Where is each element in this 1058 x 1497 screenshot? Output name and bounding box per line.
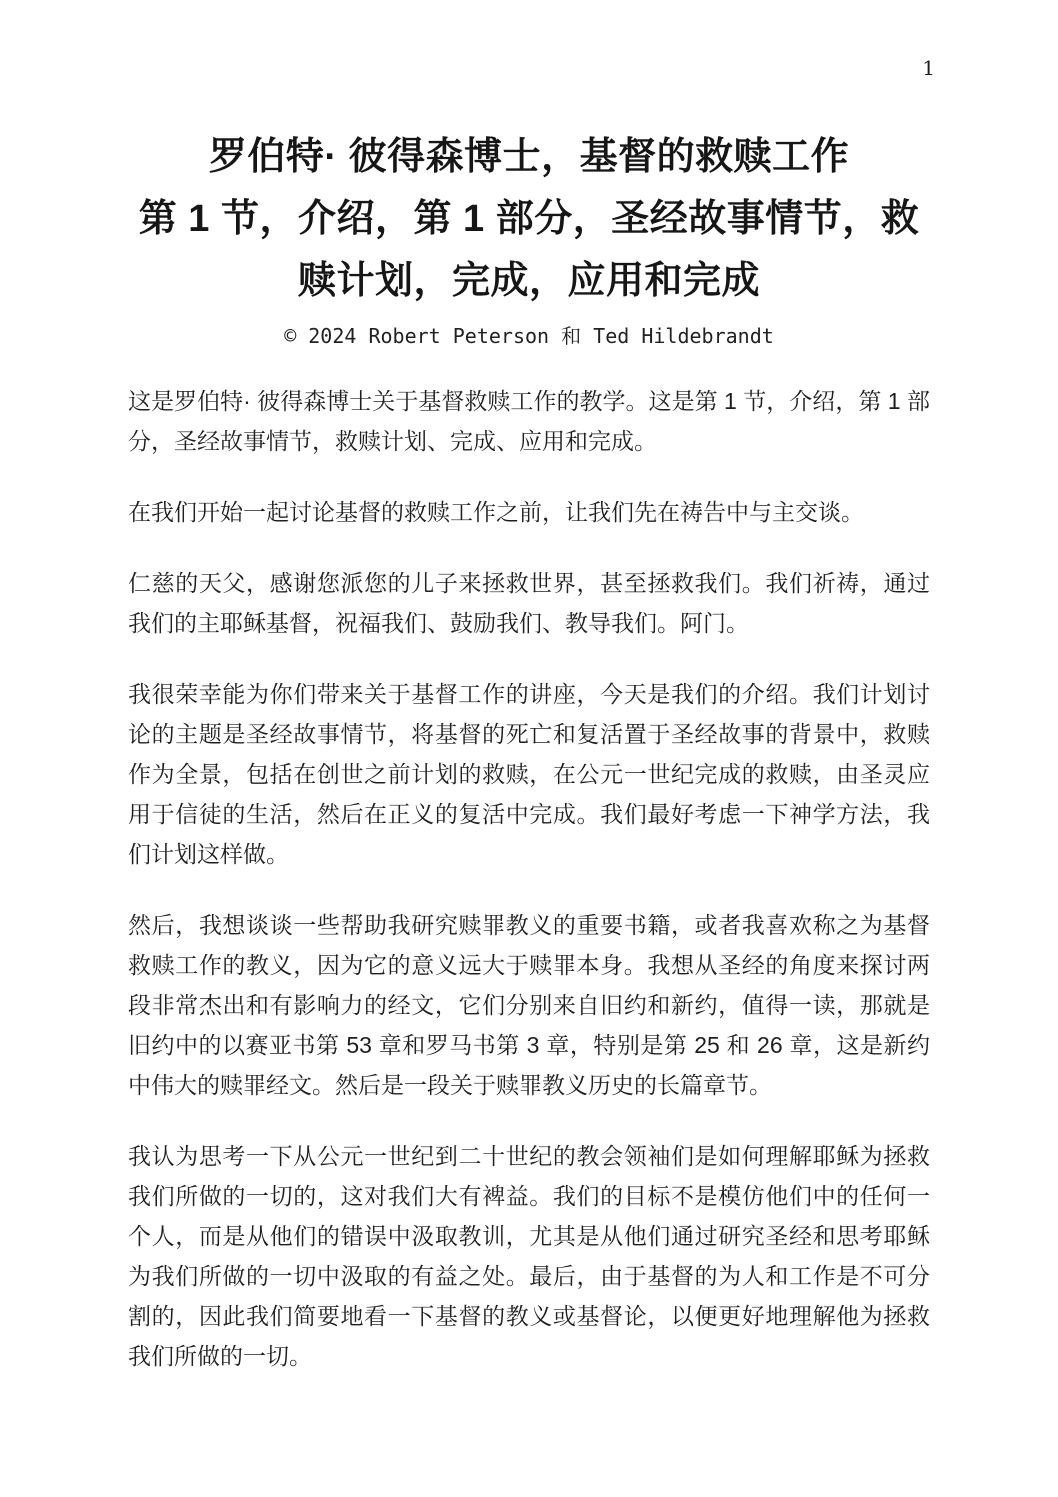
copyright-line: © 2024 Robert Peterson 和 Ted Hildebrandt (284, 324, 774, 348)
document-body (128, 381, 930, 1376)
document-title (64, 0, 994, 312)
title-line-1: 罗伯特· 彼得森博士，基督的救赎工作 (208, 136, 850, 178)
body-paragraph-5: 然后，我想谈谈一些帮助我研究赎罪教义的重要书籍，或者我喜欢称之为基督救赎工作的教义，因为它的意义远大于赎罪本身。我想从圣经的角度来探讨两段非常杰出和有影响力的经文，它们分别来自旧约和新约，值得一读，那就是旧约中的以赛亚书第 53 章和罗马书第 3 章，特别是第 25 和 26 章，这是新约中伟大的赎罪经文。然后是一段关于赎罪教义历史的长篇章节。 (128, 912, 930, 1098)
body-paragraph-2: 在我们开始一起讨论基督的救赎工作之前，让我们先在祷告中与主交谈。 (128, 499, 864, 525)
body-paragraph-3: 仁慈的天父，感谢您派您的儿子来拯救世界，甚至拯救我们。我们祈祷，通过我们的主耶稣基督，祝福我们、鼓励我们、教导我们。阿门。 (128, 570, 930, 636)
page-number: 1 (922, 56, 935, 80)
title-line-3: 赎计划，完成，应用和完成 (297, 260, 760, 302)
title-line-2: 第 1 节，介绍，第 1 部分，圣经故事情节，救 (138, 198, 920, 240)
body-paragraph-1: 这是罗伯特· 彼得森博士关于基督救赎工作的教学。这是第 1 节，介绍，第 1 部分，圣经故事情节，救赎计划、完成、应用和完成。 (128, 388, 930, 454)
body-paragraph-6: 我认为思考一下从公元一世纪到二十世纪的教会领袖们是如何理解耶稣为拯救我们所做的一切的，这对我们大有裨益。我们的目标不是模仿他们中的任何一个人，而是从他们的错误中汲取教训，尤其是从他们通过研究圣经和思考耶稣为我们所做的一切中汲取的有益之处。最后，由于基督的为人和工作是不可分割的，因此我们简要地看一下基督的教义或基督论，以便更好地理解他为拯救我们所做的一切。 (128, 1143, 930, 1369)
body-paragraph-4: 我很荣幸能为你们带来关于基督工作的讲座，今天是我们的介绍。我们计划讨论的主题是圣经故事情节，将基督的死亡和复活置于圣经故事的背景中，救赎作为全景，包括在创世之前计划的救赎，在公元一世纪完成的救赎，由圣灵应用于信徒的生活，然后在正义的复活中完成。我们最好考虑一下神学方法，我们计划这样做。 (128, 681, 930, 867)
